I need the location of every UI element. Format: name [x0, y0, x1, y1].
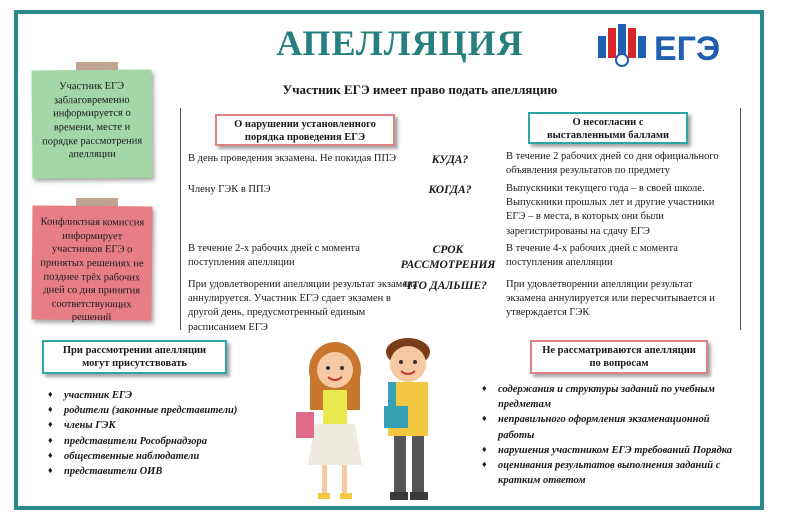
students-illustration — [290, 330, 460, 510]
ege-logo — [596, 22, 736, 72]
row-next-right: При удовлетворении апелляции результат экзамена аннулируется или пересчитывается и утверждается ГЭК — [506, 279, 715, 319]
list-item: ♦ члены ГЭК — [48, 418, 278, 433]
row-term-left: В течение 2-х рабочих дней с момента поступления апелляции — [188, 243, 360, 269]
list-item: ♦ участник ЕГЭ — [48, 388, 278, 403]
list-item: ♦ родители (законные представители) — [48, 403, 278, 418]
present-list — [48, 388, 278, 479]
row-next-question: ЧТО ДАЛЬШЕ? — [403, 280, 487, 292]
not-considered-list — [482, 382, 744, 489]
list-item: ♦ оценивания результатов выполнения заданий с кратким ответом — [482, 458, 744, 488]
info-note-decisions: Конфликтная комиссия информирует участников ЕГЭ о принятых решениях не позднее трёх рабочих дней со дня принятия соответствующих решений — [32, 205, 153, 320]
row-where-right: В течение 2 рабочих дней со дня официального объявления результатов по предмету — [506, 151, 719, 177]
row-when-question: КОГДА? — [428, 184, 472, 196]
girl-figure — [296, 342, 362, 499]
row-term-question: СРОК РАССМОТРЕНИЯ — [400, 244, 496, 271]
row-when-right: Выпускники текущего года – в своей школе. Выпускники прошлых лет и другие участники ЕГЭ – в места, в которых они были зарегистрированы на сдачу ЕГЭ — [506, 183, 715, 237]
info-note-timing: Участник ЕГЭ заблаговременно информируется о времени, месте и порядке рассмотрения апелляции — [32, 69, 153, 178]
row-next-left: При удовлетворении апелляции результат экзамена аннулируется. Участник ЕГЭ сдает экзамен в другой день, предусмотренный единым расписанием ЕГЭ — [188, 279, 418, 333]
page-title: АПЕЛЛЯЦИЯ — [276, 23, 524, 63]
list-item: ♦ общественные наблюдатели — [48, 449, 278, 464]
row-where-left: В день проведения экзамена. Не покидая ППЭ — [188, 153, 397, 164]
list-item: ♦ представители Рособрнадзора — [48, 434, 278, 449]
header-disagreement: О несогласии с выставленными баллами — [528, 112, 688, 144]
list-item: ♦ неправильного оформления экзаменационной работы — [482, 412, 744, 442]
list-item: ♦ представители ОИВ — [48, 464, 278, 479]
boy-figure — [384, 338, 430, 500]
list-item: ♦ содержания и структуры заданий по учебным предметам — [482, 382, 744, 412]
header-violation: О нарушении установленного порядка проведения ЕГЭ — [215, 114, 395, 146]
subtitle: Участник ЕГЭ имеет право подать апелляцию — [282, 82, 558, 97]
row-when-left: Члену ГЭК в ППЭ — [188, 184, 271, 195]
divider-right — [740, 108, 741, 330]
row-term-right: В течение 4-х рабочих дней с момента поступления апелляции — [506, 243, 678, 269]
divider-left — [180, 108, 181, 330]
header-present: При рассмотрении апелляции могут присутствовать — [42, 340, 227, 374]
header-not-considered: Не рассматриваются апелляции по вопросам — [530, 340, 708, 374]
logo-emblem-icon — [598, 24, 646, 66]
row-where-question: КУДА? — [431, 154, 469, 166]
list-item: ♦ нарушения участником ЕГЭ требований Порядка — [482, 443, 744, 458]
logo-text: ЕГЭ — [654, 30, 721, 68]
